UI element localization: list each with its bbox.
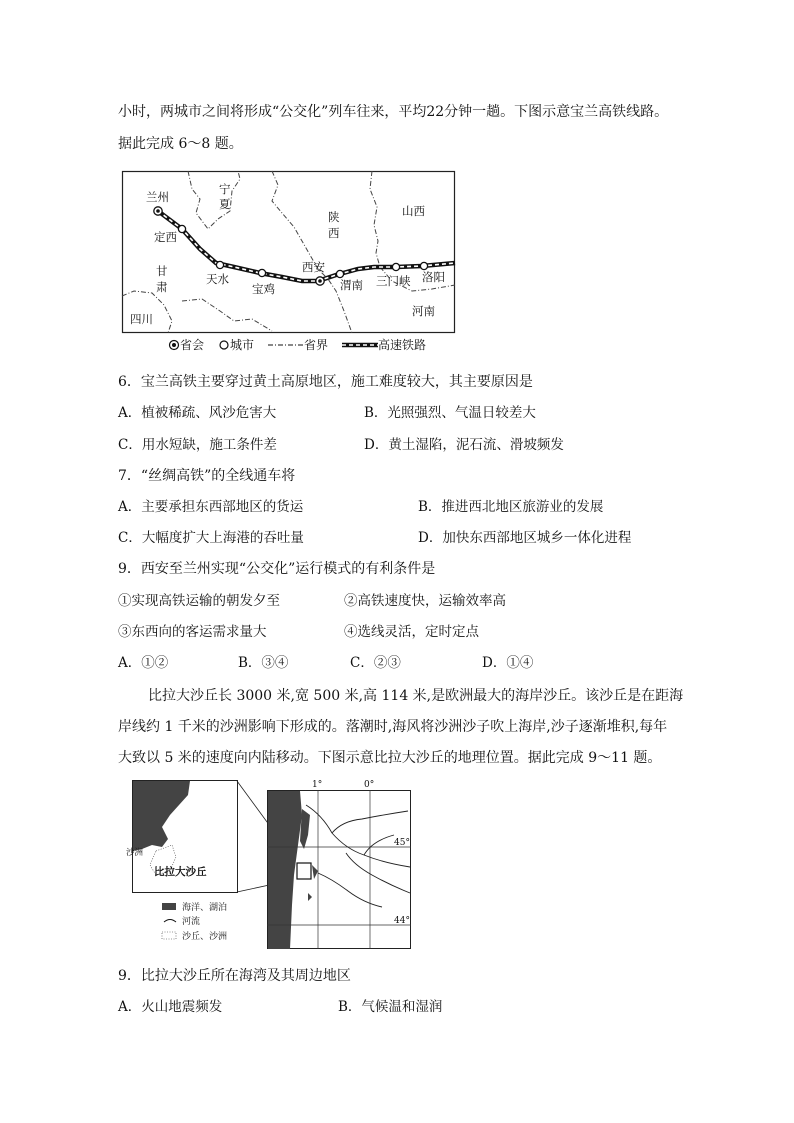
inset-label-sandbar: 沙洲 bbox=[126, 848, 144, 858]
label-lat-44: 44° bbox=[394, 916, 410, 926]
label-lat-45: 45° bbox=[394, 838, 410, 848]
q6-stem: 6．宝兰高铁主要穿过黄土高原地区，施工难度较大，其主要原因是 bbox=[118, 374, 533, 390]
railway-map bbox=[122, 171, 455, 333]
legend-railway bbox=[342, 337, 426, 353]
railway-map-legend bbox=[168, 337, 440, 353]
label-tianshui: 天水 bbox=[206, 272, 229, 286]
q7-option-b: B．推进西北地区旅游业的发展 bbox=[418, 499, 604, 515]
railway-symbol-icon bbox=[342, 340, 378, 350]
label-baoji: 宝鸡 bbox=[252, 282, 275, 296]
q9b-stem: 9．比拉大沙丘所在海湾及其周边地区 bbox=[118, 968, 351, 984]
legend-sea-label: 海洋、湖泊 bbox=[182, 903, 228, 913]
q9a-option-c: C．②③ bbox=[350, 655, 401, 671]
q7-option-a: A．主要承担东西部地区的货运 bbox=[118, 499, 304, 515]
q9a-option-d: D．①④ bbox=[482, 655, 534, 671]
legend-dune-swatch bbox=[162, 932, 176, 939]
city-marker-dingxi bbox=[178, 225, 185, 232]
city-marker-tianshui bbox=[216, 261, 223, 268]
label-ningxia-1: 宁 bbox=[219, 182, 231, 196]
label-henan: 河南 bbox=[412, 304, 435, 318]
intro-line-2: 据此完成 6～8 题。 bbox=[118, 136, 243, 152]
q9a-option-b: B．③④ bbox=[238, 655, 289, 671]
legend-river-symbol bbox=[164, 920, 176, 923]
label-gansu-1: 甘 bbox=[156, 264, 168, 278]
city-marker-sanmenxia bbox=[392, 263, 399, 270]
intro-line-1: 小时，两城市之间将形成“公交化”列车往来，平均22分钟一趟。下图示意宝兰高铁线路。 bbox=[118, 104, 669, 120]
label-shanxi: 山西 bbox=[402, 204, 425, 218]
q9a-statement-2: ②高铁速度快，运输效率高 bbox=[344, 593, 506, 609]
label-shaanxi-2: 西 bbox=[328, 226, 340, 240]
label-xian: 西安 bbox=[302, 260, 325, 274]
q7-stem: 7．“丝绸高铁”的全线通车将 bbox=[118, 468, 296, 484]
legend-railway-label: 高速铁路 bbox=[378, 338, 427, 352]
legend-river-label: 河流 bbox=[182, 917, 201, 927]
capital-symbol-icon bbox=[168, 339, 180, 351]
passage-line-2: 岸线约 1 千米的沙洲影响下形成的。落潮时,海风将沙洲沙子吹上海岸,沙子逐渐堆积,每年 bbox=[118, 719, 668, 735]
q9b-option-b: B．气候温和湿润 bbox=[338, 999, 443, 1015]
passage-line-3: 大致以 5 米的速度向内陆移动。下图示意比拉大沙丘的地理位置。据此完成 9～11 题。 bbox=[118, 750, 662, 766]
q6-option-d: D．黄土湿陷，泥石流、滑坡频发 bbox=[364, 437, 564, 453]
legend-city bbox=[218, 337, 254, 353]
city-marker-weinan bbox=[336, 270, 343, 277]
legend-border-label: 省界 bbox=[304, 338, 329, 352]
label-lon-1: 1° bbox=[312, 780, 323, 790]
q6-option-a: A．植被稀疏、风沙危害大 bbox=[118, 405, 277, 421]
label-lon-0: 0° bbox=[364, 780, 375, 790]
label-sanmenxia: 三门峡 bbox=[376, 274, 411, 288]
inset-label-dune: 比拉大沙丘 bbox=[154, 866, 207, 878]
city-symbol-icon bbox=[218, 339, 230, 351]
label-lanzhou: 兰州 bbox=[146, 190, 169, 204]
label-ningxia-2: 夏 bbox=[219, 197, 231, 211]
legend-sea-swatch bbox=[162, 903, 176, 910]
passage-line-1: 比拉大沙丘长 3000 米,宽 500 米,高 114 米,是欧洲最大的海岸沙丘。该沙丘是在距海 bbox=[148, 688, 684, 704]
q9a-stem: 9．西安至兰州实现“公交化”运行模式的有利条件是 bbox=[118, 561, 436, 577]
q9a-statement-4: ④选线灵活，定时定点 bbox=[344, 624, 479, 640]
label-sichuan: 四川 bbox=[130, 312, 153, 326]
legend-capital-label: 省会 bbox=[180, 338, 205, 352]
label-luoyang: 洛阳 bbox=[422, 270, 445, 284]
legend-border bbox=[268, 337, 328, 353]
city-marker-luoyang bbox=[420, 262, 427, 269]
q9b-option-a: A．火山地震频发 bbox=[118, 999, 223, 1015]
legend-city-label: 城市 bbox=[230, 338, 255, 352]
border-symbol-icon bbox=[268, 340, 304, 350]
legend-capital bbox=[168, 337, 204, 353]
q9a-statement-1: ①实现高铁运输的朝发夕至 bbox=[118, 593, 280, 609]
city-marker-baoji bbox=[258, 269, 265, 276]
dune-location-map bbox=[126, 775, 412, 950]
q7-option-c: C．大幅度扩大上海港的吞吐量 bbox=[118, 530, 304, 546]
q6-option-c: C．用水短缺，施工条件差 bbox=[118, 437, 277, 453]
label-dingxi: 定西 bbox=[154, 230, 177, 244]
q9a-statement-3: ③东西向的客运需求量大 bbox=[118, 624, 267, 640]
label-shaanxi-1: 陕 bbox=[328, 210, 340, 224]
label-gansu-2: 肃 bbox=[156, 280, 168, 294]
q9a-option-a: A．①② bbox=[118, 655, 169, 671]
q7-option-d: D．加快东西部地区城乡一体化进程 bbox=[418, 530, 632, 546]
legend-dune-label: 沙丘、沙洲 bbox=[182, 932, 228, 942]
q6-option-b: B．光照强烈、气温日较差大 bbox=[364, 405, 536, 421]
label-weinan: 渭南 bbox=[340, 278, 363, 292]
